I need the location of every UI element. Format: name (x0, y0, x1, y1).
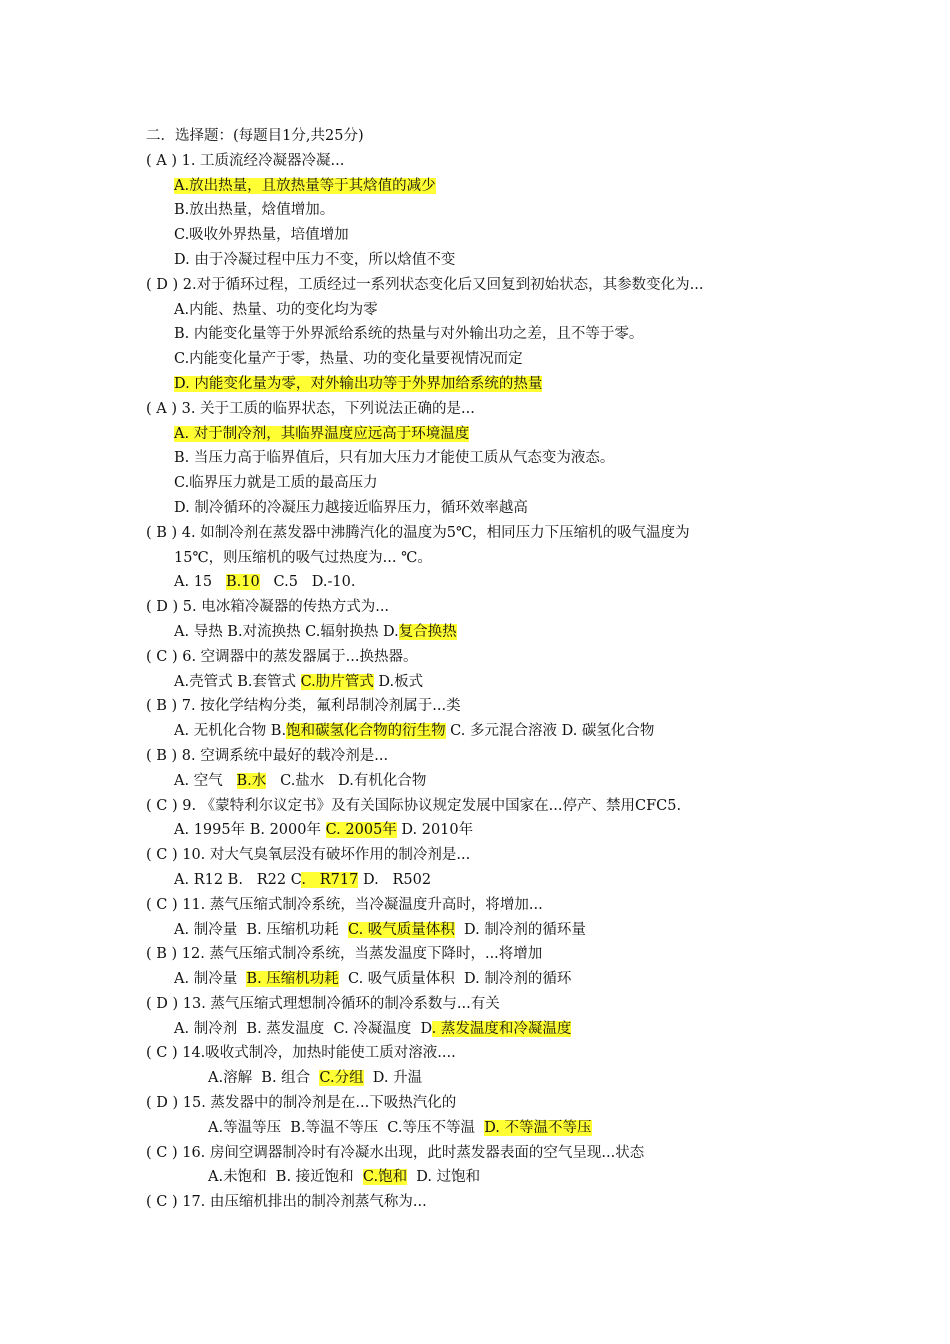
line-text: D. 制冷剂的循环量 (454, 921, 586, 938)
answer-option-line (146, 248, 846, 273)
line-text: ( C ) 11. 蒸气压缩式制冷系统，当冷凝温度升高时，将增加... (146, 896, 543, 913)
line-text: D. 由于冷凝过程中压力不变，所以焓值不变 (174, 251, 456, 268)
highlighted-answer: . 蒸发温度和冷凝温度 (431, 1020, 572, 1037)
question-stem (146, 273, 846, 298)
line-text: ( C ) 16. 房间空调器制冷时有冷凝水出现，此时蒸发器表面的空气呈现...状态 (146, 1144, 645, 1161)
line-text: ( B ) 8. 空调系统中最好的载冷剂是... (146, 747, 389, 764)
question-stem (146, 595, 846, 620)
line-text: D. 2010年 (396, 822, 474, 839)
line-text: C.吸收外界热量，培值增加 (174, 227, 349, 244)
answer-option-line (146, 818, 846, 843)
line-text: A.未饱和 B. 接近饱和 (208, 1169, 363, 1186)
line-text: A. 1995年 B. 2000年 (174, 822, 326, 839)
line-text: 15℃，则压缩机的吸气过热度为... ℃。 (174, 549, 432, 566)
line-text: A. 空气 (174, 772, 237, 789)
answer-option-line (146, 670, 846, 695)
highlighted-answer: C.分组 (319, 1070, 364, 1087)
line-text: B.放出热量，焓值增加。 (174, 202, 335, 219)
question-stem (146, 645, 846, 670)
question-stem (146, 149, 846, 174)
highlighted-answer: A. 对于制冷剂，其临界温度应远高于环境温度 (174, 425, 470, 442)
answer-option-line (146, 174, 846, 199)
line-text: C. 吸气质量体积 D. 制冷剂的循环 (338, 971, 572, 988)
question-stem (146, 521, 846, 546)
answer-option-line (146, 1116, 846, 1141)
line-text: B. 当压力高于临界值后，只有加大压力才能使工质从气态变为液态。 (174, 450, 615, 467)
question-stem (146, 893, 846, 918)
highlighted-answer: D. 内能变化量为零，对外输出功等于外界加给系统的热量 (174, 375, 543, 392)
answer-option-line (146, 918, 846, 943)
answer-option-line (146, 620, 846, 645)
line-text: A.内能、热量、功的变化均为零 (174, 301, 378, 318)
question-stem (146, 1190, 846, 1215)
question-stem (146, 744, 846, 769)
answer-option-line (146, 1066, 846, 1091)
line-text: ( D ) 5. 电冰箱冷凝器的传热方式为... (146, 599, 390, 616)
section-heading: 二．选择题：(每题目1分,共25分) (146, 128, 364, 144)
line-text: A. 制冷量 B. 压缩机功耗 (174, 921, 348, 938)
highlighted-answer: C. 2005年 (325, 822, 397, 839)
answer-option-line (146, 198, 846, 223)
highlighted-answer: A.放出热量，且放热量等于其焓值的减少 (174, 177, 436, 194)
answer-option-line (146, 446, 846, 471)
question-stem (146, 1041, 846, 1066)
highlighted-answer: B.水 (236, 772, 267, 789)
question-stem (146, 942, 846, 967)
highlighted-answer: C.肋片管式 (300, 673, 374, 690)
answer-option-line (146, 496, 846, 521)
highlighted-answer: D. 不等温不等压 (484, 1119, 592, 1136)
line-text: A. 导热 B.对流换热 C.辐射换热 D. (174, 623, 399, 640)
line-text: A. 15 (174, 574, 226, 591)
question-list (146, 124, 846, 1215)
line-text: A. 制冷量 (174, 971, 247, 988)
question-stem (146, 1091, 846, 1116)
line-text: D. 升温 (363, 1070, 423, 1087)
line-text: D.板式 (373, 673, 424, 690)
answer-option-line (146, 422, 846, 447)
answer-option-line (146, 471, 846, 496)
answer-option-line (146, 719, 846, 744)
line-text: C.5 D.-10. (259, 574, 356, 591)
answer-option-line (146, 570, 846, 595)
answer-option-line (146, 546, 846, 571)
line-text: ( D ) 2.对于循环过程，工质经过一系列状态变化后又回复到初始状态，其参数变化为... (146, 276, 704, 293)
line-text: D. 制冷循环的冷凝压力越接近临界压力，循环效率越高 (174, 499, 528, 516)
question-stem (146, 1141, 846, 1166)
question-stem (146, 843, 846, 868)
highlighted-answer: . R717 (301, 871, 359, 888)
highlighted-answer: C. 吸气质量体积 (348, 921, 455, 938)
answer-option-line (146, 868, 846, 893)
line-text: ( D ) 13. 蒸气压缩式理想制冷循环的制冷系数与...有关 (146, 995, 500, 1012)
line-text: ( D ) 15. 蒸发器中的制冷剂是在...下吸热汽化的 (146, 1095, 457, 1112)
highlighted-answer: 饱和碳氢化合物的衍生物 (286, 723, 446, 740)
line-text: ( A ) 3. 关于工质的临界状态，下列说法正确的是... (146, 400, 475, 417)
line-text: ( C ) 17. 由压缩机排出的制冷剂蒸气称为... (146, 1194, 427, 1211)
line-text: D. R502 (358, 871, 432, 888)
line-text: C.盐水 D.有机化合物 (266, 772, 427, 789)
line-text: ( B ) 4. 如制冷剂在蒸发器中沸腾汽化的温度为5℃，相同压力下压缩机的吸气温度为 (146, 524, 690, 541)
line-text: A. 无机化合物 B. (174, 723, 287, 740)
question-stem (146, 397, 846, 422)
line-text: D. 过饱和 (407, 1169, 481, 1186)
answer-option-line (146, 347, 846, 372)
line-text: C.临界压力就是工质的最高压力 (174, 475, 378, 492)
line-text: B. 内能变化量等于外界派给系统的热量与对外输出功之差，且不等于零。 (174, 326, 644, 343)
highlighted-answer: B.10 (225, 574, 260, 591)
highlighted-answer: 复合换热 (398, 623, 457, 640)
answer-option-line (146, 298, 846, 323)
answer-option-line (146, 1165, 846, 1190)
line-text: ( C ) 10. 对大气臭氧层没有破坏作用的制冷剂是... (146, 847, 471, 864)
line-text: C.内能变化量产于零，热量、功的变化量要视情况而定 (174, 351, 523, 368)
line-text: ( A ) 1. 工质流经冷凝器冷凝... (146, 152, 345, 169)
line-text: A. R12 B. R22 C (174, 871, 302, 888)
highlighted-answer: B. 压缩机功耗 (246, 971, 339, 988)
line-text: A.壳管式 B.套管式 (174, 673, 301, 690)
line-text: ( C ) 6. 空调器中的蒸发器属于...换热器。 (146, 648, 418, 665)
line-text: A. 制冷剂 B. 蒸发温度 C. 冷凝温度 D (174, 1020, 432, 1037)
answer-option-line (146, 322, 846, 347)
line-text: ( C ) 9. 《蒙特利尔议定书》及有关国际协议规定发展中国家在...停产、禁用CFC5. (146, 797, 682, 814)
answer-option-line (146, 372, 846, 397)
answer-option-line (146, 223, 846, 248)
line-text: ( B ) 12. 蒸气压缩式制冷系统，当蒸发温度下降时，...将增加 (146, 946, 543, 963)
answer-option-line (146, 1017, 846, 1042)
line-text: A.溶解 B. 组合 (208, 1070, 320, 1087)
answer-option-line (146, 967, 846, 992)
answer-option-line (146, 769, 846, 794)
question-stem (146, 794, 846, 819)
line-text: C. 多元混合溶液 D. 碳氢化合物 (445, 723, 655, 740)
question-stem (146, 992, 846, 1017)
question-stem (146, 694, 846, 719)
line-text: A.等温等压 B.等温不等压 C.等压不等温 (208, 1119, 485, 1136)
line-text: ( B ) 7. 按化学结构分类，氟利昂制冷剂属于...类 (146, 698, 461, 715)
line-text: ( C ) 14.吸收式制冷，加热时能使工质对溶液.... (146, 1045, 456, 1062)
highlighted-answer: C.饱和 (362, 1169, 408, 1186)
